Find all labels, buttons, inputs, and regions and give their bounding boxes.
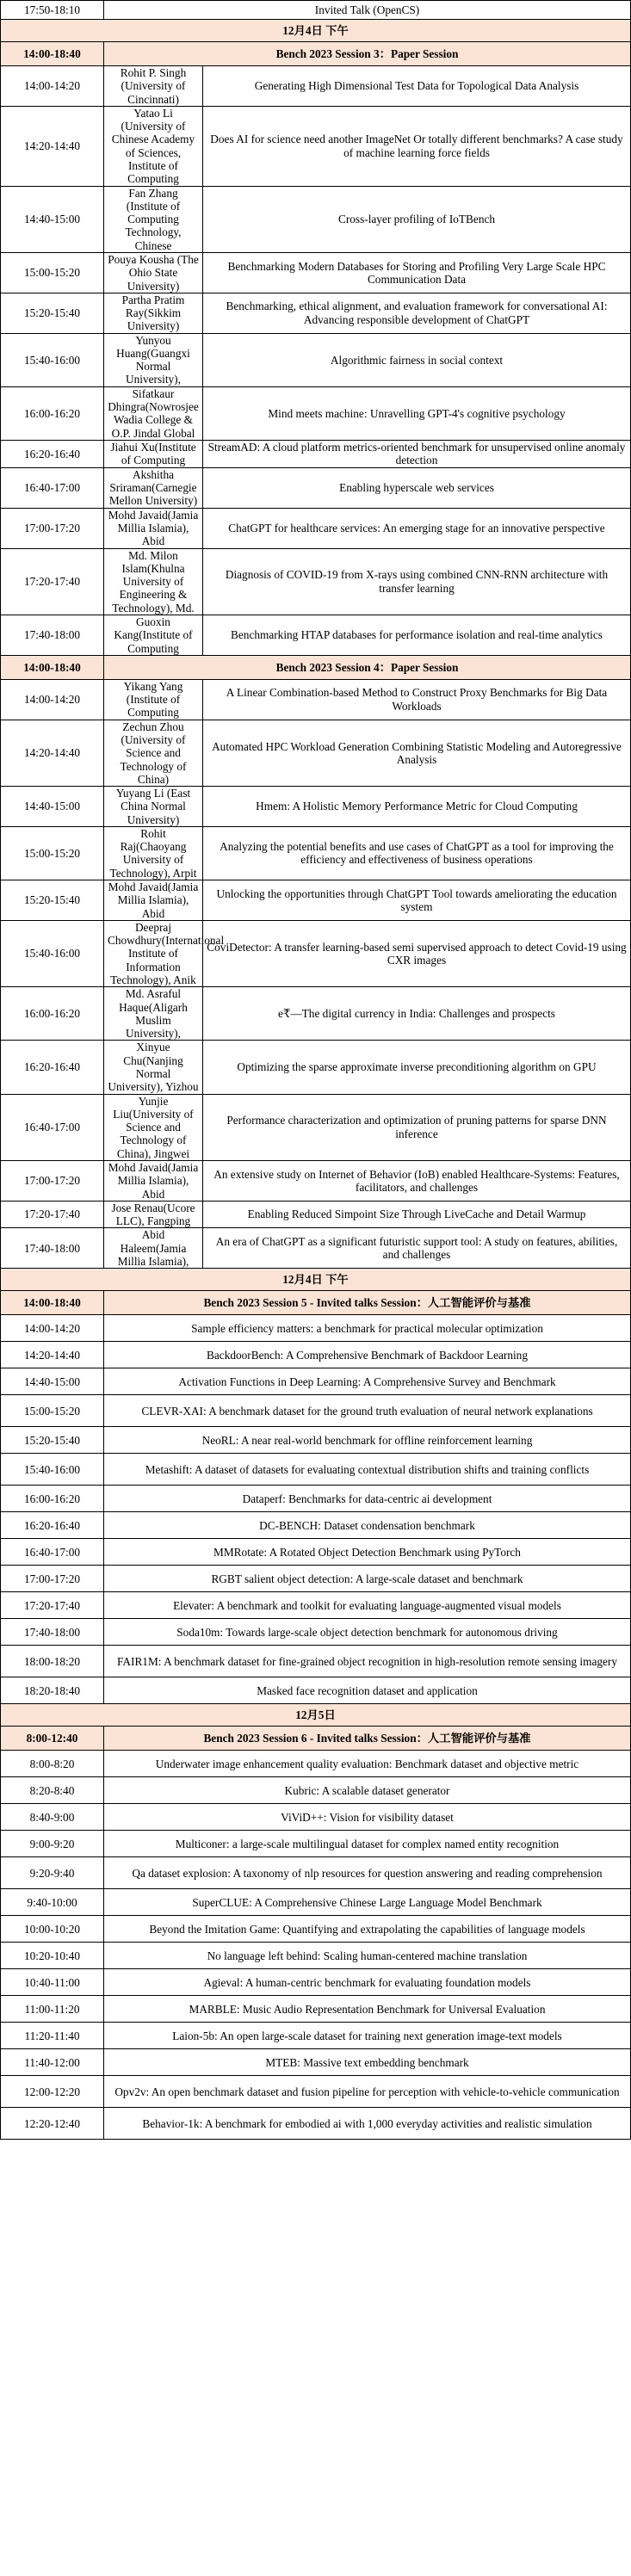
time-cell: 17:40-18:00 [1,1619,104,1646]
talk-title-cell: DC-BENCH: Dataset condensation benchmark [104,1512,631,1539]
time-cell: 15:00-15:20 [1,1395,104,1427]
paper-title-cell: Enabling hyperscale web services [203,467,631,508]
speaker-cell: Fan Zhang (Institute of Computing Technology, Chinese [104,186,203,252]
schedule-body [1,1,631,2140]
schedule-row [1,679,631,720]
day-label: 12月4日 下午 [1,20,631,42]
time-cell: 15:00-15:20 [1,826,104,880]
speaker-cell: Xinyue Chu(Nanjing Normal University), Yizhou [104,1041,203,1094]
paper-title-cell: Benchmarking HTAP databases for performance isolation and real-time analytics [203,615,631,655]
talk-title-cell: Metashift: A dataset of datasets for evaluating contextual distribution shifts and training conflicts [104,1454,631,1486]
time-cell: 15:40-16:00 [1,333,104,386]
time-cell: 11:00-11:20 [1,1996,104,2023]
schedule-row [1,186,631,252]
schedule-row [1,1160,631,1201]
day-header-row [1,1269,631,1291]
time-cell: 17:20-17:40 [1,1201,104,1228]
time-cell: 9:20-9:40 [1,1857,104,1889]
schedule-row [1,1943,631,1969]
talk-title-cell: SuperCLUE: A Comprehensive Chinese Large Language Model Benchmark [104,1889,631,1916]
time-cell: 17:20-17:40 [1,1592,104,1619]
speaker-cell: Mohd Javaid(Jamia Millia Islamia), Abid [104,880,203,921]
schedule-row [1,1857,631,1889]
schedule-row [1,1368,631,1395]
schedule-row [1,2049,631,2076]
schedule-row [1,1342,631,1368]
time-cell: 17:00-17:20 [1,1160,104,1201]
schedule-row [1,787,631,827]
time-cell: 14:40-15:00 [1,186,104,252]
time-cell: 16:00-16:20 [1,1486,104,1512]
schedule-row [1,440,631,467]
time-cell: 16:20-16:40 [1,1041,104,1094]
schedule-row [1,1831,631,1857]
schedule-row [1,920,631,986]
schedule-row [1,1315,631,1342]
speaker-cell: Pouya Kousha (The Ohio State University) [104,252,203,293]
schedule-row [1,720,631,786]
talk-title-cell: MMRotate: A Rotated Object Detection Benchmark using PyTorch [104,1539,631,1566]
schedule-row [1,1512,631,1539]
schedule-row [1,1677,631,1704]
session-time: 8:00-12:40 [1,1727,104,1751]
schedule-row [1,467,631,508]
schedule-row [1,1804,631,1831]
paper-title-cell: An era of ChatGPT as a significant futuristic support tool: A study on features, abilities, and challenges [203,1228,631,1269]
talk-title-cell: Qa dataset explosion: A taxonomy of nlp resources for question answering and reading comprehension [104,1857,631,1889]
paper-title-cell: A Linear Combination-based Method to Construct Proxy Benchmarks for Big Data Workloads [203,679,631,720]
schedule-row [1,1996,631,2023]
speaker-cell: Md. Milon Islam(Khulna University of Engineering & Technology), Md. [104,548,203,615]
paper-title-cell: Generating High Dimensional Test Data for Topological Data Analysis [203,66,631,107]
time-cell: 8:40-9:00 [1,1804,104,1831]
talk-title-cell: FAIR1M: A benchmark dataset for fine-grained object recognition in high-resolution remote sensing imagery [104,1646,631,1677]
talk-title-cell: Multiconer: a large-scale multilingual dataset for complex named entity recognition [104,1831,631,1857]
schedule-row [1,1486,631,1512]
speaker-cell: Akshitha Sriraman(Carnegie Mellon University) [104,467,203,508]
time-cell: 12:00-12:20 [1,2076,104,2108]
schedule-row [1,1751,631,1777]
time-cell: 15:20-15:40 [1,1427,104,1454]
time-cell: 11:20-11:40 [1,2023,104,2049]
speaker-cell: Jose Renau(Ucore LLC), Fangping [104,1201,203,1228]
schedule-row [1,66,631,107]
talk-title-cell: Invited Talk (OpenCS) [104,1,631,20]
talk-title-cell: Behavior-1k: A benchmark for embodied ai with 1,000 everyday activities and realistic simulation [104,2108,631,2140]
session-title: Bench 2023 Session 6 - Invited talks Session：人工智能评价与基准 [104,1727,631,1751]
session-time: 14:00-18:40 [1,1291,104,1315]
session-header-row [1,655,631,679]
time-cell: 17:00-17:20 [1,1566,104,1592]
paper-title-cell: Benchmarking Modern Databases for Storing and Profiling Very Large Scale HPC Communication Data [203,252,631,293]
talk-title-cell: NeoRL: A near real-world benchmark for offline reinforcement learning [104,1427,631,1454]
schedule-row [1,1646,631,1677]
day-header-row [1,1704,631,1727]
paper-title-cell: Analyzing the potential benefits and use cases of ChatGPT as a tool for improving the efficiency and effectiveness of business operations [203,826,631,880]
time-cell: 10:40-11:00 [1,1969,104,1996]
schedule-row [1,1539,631,1566]
time-cell: 16:40-17:00 [1,1094,104,1160]
schedule-row [1,1619,631,1646]
paper-title-cell: Unlocking the opportunities through ChatGPT Tool towards ameliorating the education system [203,880,631,921]
schedule-row [1,1,631,20]
talk-title-cell: Dataperf: Benchmarks for data-centric ai development [104,1486,631,1512]
talk-title-cell: Laion-5b: An open large-scale dataset for training next generation image-text models [104,2023,631,2049]
schedule-row [1,1427,631,1454]
schedule-row [1,1041,631,1094]
time-cell: 17:20-17:40 [1,548,104,615]
talk-title-cell: MTEB: Massive text embedding benchmark [104,2049,631,2076]
schedule-row [1,293,631,333]
schedule-row [1,1454,631,1486]
schedule-row [1,1228,631,1269]
talk-title-cell: Masked face recognition dataset and application [104,1677,631,1704]
session-title: Bench 2023 Session 4：Paper Session [104,655,631,679]
speaker-cell: Rohit P. Singh (University of Cincinnati) [104,66,203,107]
speaker-cell: Yikang Yang (Institute of Computing [104,679,203,720]
time-cell: 18:00-18:20 [1,1646,104,1677]
time-cell: 10:20-10:40 [1,1943,104,1969]
paper-title-cell: Hmem: A Holistic Memory Performance Metric for Cloud Computing [203,787,631,827]
time-cell: 12:20-12:40 [1,2108,104,2140]
talk-title-cell: Beyond the Imitation Game: Quantifying and extrapolating the capabilities of language models [104,1916,631,1943]
schedule-row [1,333,631,386]
talk-title-cell: Activation Functions in Deep Learning: A Comprehensive Survey and Benchmark [104,1368,631,1395]
paper-title-cell: Cross-layer profiling of IoTBench [203,186,631,252]
schedule-row [1,2023,631,2049]
talk-title-cell: Kubric: A scalable dataset generator [104,1777,631,1804]
time-cell: 18:20-18:40 [1,1677,104,1704]
talk-title-cell: RGBT salient object detection: A large-scale dataset and benchmark [104,1566,631,1592]
schedule-row [1,2108,631,2140]
time-cell: 15:20-15:40 [1,293,104,333]
paper-title-cell: Diagnosis of COVID-19 from X-rays using combined CNN-RNN architecture with transfer learning [203,548,631,615]
talk-title-cell: Opv2v: An open benchmark dataset and fusion pipeline for perception with vehicle-to-vehicle communication [104,2076,631,2108]
time-cell: 15:40-16:00 [1,1454,104,1486]
time-cell: 17:00-17:20 [1,508,104,548]
day-header-row [1,20,631,42]
speaker-cell: Abid Haleem(Jamia Millia Islamia), [104,1228,203,1269]
talk-title-cell: MARBLE: Music Audio Representation Benchmark for Universal Evaluation [104,1996,631,2023]
day-label: 12月5日 [1,1704,631,1727]
time-cell: 10:00-10:20 [1,1916,104,1943]
talk-title-cell: Sample efficiency matters: a benchmark for practical molecular optimization [104,1315,631,1342]
speaker-cell: Rohit Raj(Chaoyang University of Technology), Arpit [104,826,203,880]
time-cell: 16:40-17:00 [1,1539,104,1566]
schedule-row [1,1592,631,1619]
session-time: 14:00-18:40 [1,42,104,66]
paper-title-cell: Benchmarking, ethical alignment, and evaluation framework for conversational AI: Advancing responsible development of ChatGPT [203,293,631,333]
time-cell: 14:00-14:20 [1,1315,104,1342]
time-cell: 14:00-14:20 [1,679,104,720]
talk-title-cell: Underwater image enhancement quality evaluation: Benchmark dataset and objective metric [104,1751,631,1777]
schedule-row [1,826,631,880]
speaker-cell: Yatao Li (University of Chinese Academy of Sciences, Institute of Computing [104,106,203,186]
time-cell: 17:40-18:00 [1,1228,104,1269]
schedule-row [1,1201,631,1228]
time-cell: 14:20-14:40 [1,106,104,186]
talk-title-cell: Agieval: A human-centric benchmark for evaluating foundation models [104,1969,631,1996]
schedule-row [1,508,631,548]
schedule-row [1,386,631,440]
talk-title-cell: ViViD++: Vision for visibility dataset [104,1804,631,1831]
schedule-row [1,1969,631,1996]
schedule-row [1,1916,631,1943]
schedule-row [1,252,631,293]
talk-title-cell: Elevater: A benchmark and toolkit for evaluating language-augmented visual models [104,1592,631,1619]
time-cell: 15:20-15:40 [1,880,104,921]
paper-title-cell: Does AI for science need another ImageNet Or totally different benchmarks? A case study of machine learning force fields [203,106,631,186]
paper-title-cell: Performance characterization and optimization of pruning patterns for sparse DNN inference [203,1094,631,1160]
schedule-row [1,1889,631,1916]
paper-title-cell: Algorithmic fairness in social context [203,333,631,386]
speaker-cell: Sifatkaur Dhingra(Nowrosjee Wadia College & O.P. Jindal Global [104,386,203,440]
paper-title-cell: Enabling Reduced Simpoint Size Through LiveCache and Detail Warmup [203,1201,631,1228]
schedule-row [1,615,631,655]
schedule-row [1,548,631,615]
time-cell: 14:40-15:00 [1,787,104,827]
schedule-row [1,1395,631,1427]
time-cell: 8:00-8:20 [1,1751,104,1777]
paper-title-cell: StreamAD: A cloud platform metrics-oriented benchmark for unsupervised online anomaly detection [203,440,631,467]
time-cell: 17:50-18:10 [1,1,104,20]
time-cell: 11:40-12:00 [1,2049,104,2076]
time-cell: 8:20-8:40 [1,1777,104,1804]
speaker-cell: Jiahui Xu(Institute of Computing [104,440,203,467]
session-title: Bench 2023 Session 5 - Invited talks Session：人工智能评价与基准 [104,1291,631,1315]
paper-title-cell: Mind meets machine: Unravelling GPT-4's cognitive psychology [203,386,631,440]
paper-title-cell: e₹—The digital currency in India: Challenges and prospects [203,987,631,1041]
time-cell: 16:20-16:40 [1,1512,104,1539]
paper-title-cell: CoviDetector: A transfer learning-based semi supervised approach to detect Covid-19 using CXR images [203,920,631,986]
time-cell: 15:40-16:00 [1,920,104,986]
time-cell: 14:40-15:00 [1,1368,104,1395]
speaker-cell: Mohd Javaid(Jamia Millia Islamia), Abid [104,1160,203,1201]
session-header-row [1,42,631,66]
schedule-row [1,1566,631,1592]
paper-title-cell: Automated HPC Workload Generation Combining Statistic Modeling and Autoregressive Analysis [203,720,631,786]
time-cell: 9:40-10:00 [1,1889,104,1916]
speaker-cell: Yunyou Huang(Guangxi Normal University), [104,333,203,386]
talk-title-cell: BackdoorBench: A Comprehensive Benchmark of Backdoor Learning [104,1342,631,1368]
talk-title-cell: No language left behind: Scaling human-centered machine translation [104,1943,631,1969]
time-cell: 16:20-16:40 [1,440,104,467]
session-header-row [1,1727,631,1751]
schedule-row [1,1094,631,1160]
schedule-row [1,1777,631,1804]
session-time: 14:00-18:40 [1,655,104,679]
speaker-cell: Partha Pratim Ray(Sikkim University) [104,293,203,333]
day-label: 12月4日 下午 [1,1269,631,1291]
speaker-cell: Guoxin Kang(Institute of Computing [104,615,203,655]
speaker-cell: Zechun Zhou (University of Science and Technology of China) [104,720,203,786]
speaker-cell: Mohd Javaid(Jamia Millia Islamia), Abid [104,508,203,548]
time-cell: 14:20-14:40 [1,720,104,786]
time-cell: 15:00-15:20 [1,252,104,293]
time-cell: 17:40-18:00 [1,615,104,655]
talk-title-cell: Soda10m: Towards large-scale object detection benchmark for autonomous driving [104,1619,631,1646]
time-cell: 9:00-9:20 [1,1831,104,1857]
time-cell: 14:20-14:40 [1,1342,104,1368]
session-title: Bench 2023 Session 3：Paper Session [104,42,631,66]
schedule-row [1,987,631,1041]
speaker-cell: Yunjie Liu(University of Science and Technology of China), Jingwei [104,1094,203,1160]
session-header-row [1,1291,631,1315]
paper-title-cell: Optimizing the sparse approximate inverse preconditioning algorithm on GPU [203,1041,631,1094]
schedule-row [1,106,631,186]
schedule-row [1,2076,631,2108]
time-cell: 16:40-17:00 [1,467,104,508]
talk-title-cell: CLEVR-XAI: A benchmark dataset for the ground truth evaluation of neural network explanations [104,1395,631,1427]
speaker-cell: Yuyang Li (East China Normal University) [104,787,203,827]
speaker-cell: Md. Asraful Haque(Aligarh Muslim University), [104,987,203,1041]
paper-title-cell: An extensive study on Internet of Behavior (IoB) enabled Healthcare-Systems: Features, facilitators, and challenges [203,1160,631,1201]
time-cell: 16:00-16:20 [1,386,104,440]
time-cell: 16:00-16:20 [1,987,104,1041]
paper-title-cell: ChatGPT for healthcare services: An emerging stage for an innovative perspective [203,508,631,548]
speaker-cell: Deepraj Chowdhury(International Institute of Information Technology), Anik [104,920,203,986]
time-cell: 14:00-14:20 [1,66,104,107]
schedule-row [1,880,631,921]
